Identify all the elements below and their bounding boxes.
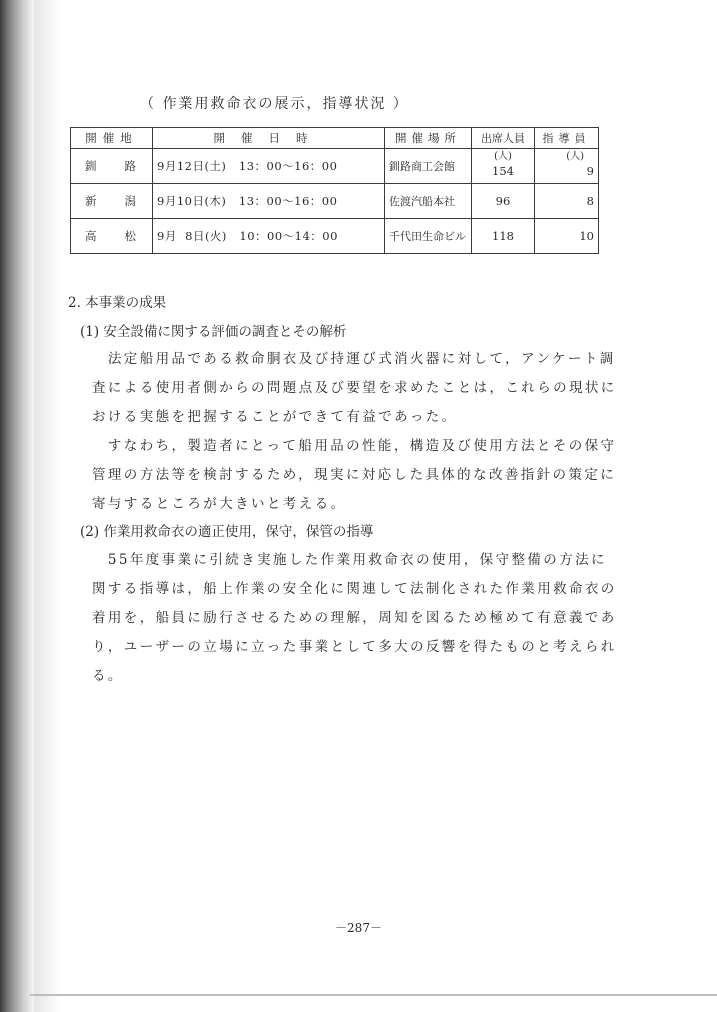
instructors-value: 8 [586, 194, 594, 208]
place-char: 松 [124, 229, 136, 243]
table-title: （ 作業用救命衣の展示，指導状況 ） [140, 96, 409, 112]
binding-shadow [34, 0, 60, 1012]
unit-label: (人) [494, 151, 512, 162]
subsection-heading: (1) 安全設備に関する評価の調査とその解析 [80, 324, 347, 340]
instructors-value: 10 [579, 229, 594, 243]
paragraph: 55年度事業に引続き実施した作業用救命衣の使用，保守整備の方法に関する指導は，船上作業の安全化に関連して法制化された作業用救命衣の着用を，船員に励行させるための理解，周知を図るため極めて有意義であり，ユーザーの立場に立った事業として多大の反響を得たものと考えられる。 [92, 552, 617, 684]
header-place: 開催地 [71, 128, 153, 149]
attendees-cell [472, 219, 535, 254]
instructors-cell [535, 219, 599, 254]
attendees-value: 154 [492, 164, 514, 178]
page-bottom-edge [30, 994, 717, 996]
datetime-cell: 9月12日(土) 13：00～16：00 [153, 149, 385, 184]
table-row [71, 219, 599, 254]
table-row [71, 149, 599, 184]
attendees-value: 118 [492, 229, 514, 243]
place-char: 新 [85, 194, 97, 208]
place-cell [71, 149, 153, 184]
attendees-cell [472, 184, 535, 219]
datetime-cell: 9月 8日(火) 10：00～14：00 [153, 219, 385, 254]
page-number: －287－ [335, 921, 382, 935]
unit-label: (人) [566, 151, 584, 162]
schedule-table [70, 127, 599, 254]
paragraph: 法定船用品である救命胴衣及び持運び式消火器に対して，アンケート調査による使用者側からの問題点及び要望を求めたことは，これらの現状における実態を把握することができて有益であった。 [92, 351, 617, 425]
venue-cell: 千代田生命ビル [385, 219, 472, 254]
datetime-cell: 9月10日(木) 13：00～16：00 [153, 184, 385, 219]
table-row [71, 184, 599, 219]
instructors-value: 9 [586, 164, 594, 178]
binding-edge [0, 0, 34, 1012]
instructors-cell [535, 184, 599, 219]
place-char: 釧 [85, 159, 97, 173]
section-heading: 2. 本事業の成果 [68, 295, 167, 311]
instructors-cell [535, 149, 599, 184]
paragraph: すなわち，製造者にとって船用品の性能，構造及び使用方法とその保守管理の方法等を検討するため，現実に対応した具体的な改善指針の策定に寄与するところが大きいと考える。 [92, 438, 617, 512]
header-venue: 開催場所 [385, 128, 472, 149]
header-datetime: 開催日時 [153, 128, 385, 149]
venue-cell: 釧路商工会館 [385, 149, 472, 184]
table-header-row [71, 128, 599, 149]
place-char: 潟 [124, 194, 136, 208]
place-char: 高 [85, 229, 97, 243]
header-attendees: 出席人員 [472, 128, 535, 149]
subsection-heading: (2) 作業用救命衣の適正使用，保守，保管の指導 [80, 524, 374, 540]
place-cell [71, 219, 153, 254]
place-char: 路 [124, 159, 136, 173]
place-cell [71, 184, 153, 219]
venue-cell: 佐渡汽船本社 [385, 184, 472, 219]
attendees-value: 96 [495, 194, 511, 208]
header-instructors: 指導員 [535, 128, 599, 149]
attendees-cell [472, 149, 535, 184]
